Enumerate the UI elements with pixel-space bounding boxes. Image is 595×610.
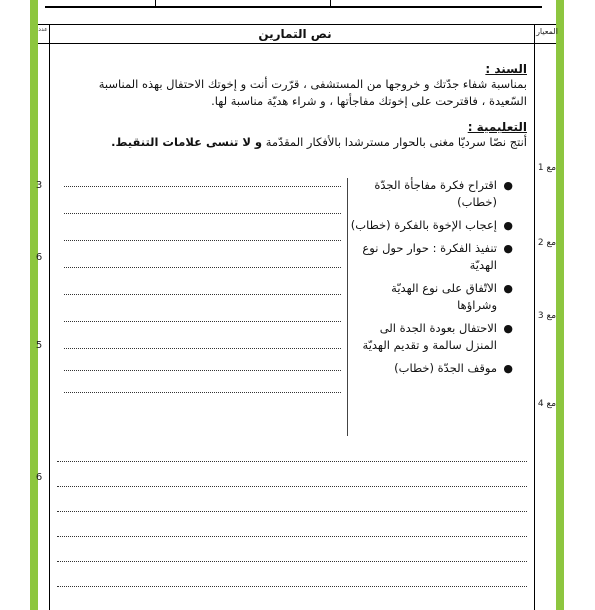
bullet-icon: ● — [503, 242, 513, 255]
writing-line[interactable] — [64, 267, 341, 268]
top-rule — [45, 6, 542, 8]
ideas-list — [350, 177, 515, 377]
score-value: 6 — [35, 472, 43, 483]
points-column-header: عدد — [38, 26, 48, 33]
bullet-icon: ● — [503, 219, 513, 232]
writing-line[interactable] — [64, 213, 341, 214]
idea-item: ● اقتراح فكرة مفاجأة الجدّة (خطاب) — [374, 178, 513, 209]
bullet-icon: ● — [503, 179, 513, 192]
header-bottom-rule — [38, 43, 556, 44]
writing-line[interactable] — [64, 186, 341, 187]
writing-line[interactable] — [57, 511, 527, 512]
right-green-border — [556, 0, 564, 610]
score-value: 6 — [35, 252, 43, 263]
criterion-label: مع 2 — [537, 238, 557, 248]
context-heading: السند : — [485, 62, 527, 76]
writing-line[interactable] — [64, 240, 341, 241]
writing-line[interactable] — [57, 561, 527, 562]
writing-line[interactable] — [57, 536, 527, 537]
idea-item: ● الاتّفاق على نوع الهديّة وشراؤها — [391, 281, 513, 312]
instruction-text-bold: و لا تنسى علامات التنقيط. — [111, 135, 263, 149]
instruction-text-plain: أنتج نصّا سرديّا مغنى بالحوار مسترشدا بالأفكار المقدّمة — [265, 135, 527, 149]
idea-item: ● موقف الجدّة (خطاب) — [394, 361, 513, 375]
idea-item: ● تنفيذ الفكرة : حوار حول نوع الهديّة — [362, 241, 513, 272]
score-value: 3 — [35, 180, 43, 191]
header-top-rule — [38, 24, 556, 25]
context-section — [72, 62, 527, 110]
instruction-heading: التعليمية : — [467, 120, 527, 134]
context-text: بمناسبة شفاء جدّتك و خروجها من المستشفى ، قرّرت أنت و إخوتك الاحتفال بهذه المناسبة السّعيدة ، فاقترحت على إخوتك مفاجأتها ، و شراء هديّة مناسبة لها. — [98, 77, 527, 108]
writing-line[interactable] — [57, 461, 527, 462]
ideas-list-container — [350, 177, 515, 383]
criterion-label: مع 1 — [537, 163, 557, 173]
writing-line[interactable] — [64, 392, 341, 393]
writing-line[interactable] — [64, 294, 341, 295]
bullet-icon: ● — [503, 362, 513, 375]
writing-line[interactable] — [64, 370, 341, 371]
top-divider-1 — [155, 0, 156, 8]
criterion-label: مع 4 — [537, 399, 557, 409]
bullet-icon: ● — [503, 322, 513, 335]
writing-line[interactable] — [57, 586, 527, 587]
idea-item: ● الاحتفال بعودة الجدة الى المنزل سالمة و تقديم الهديّة — [362, 321, 513, 352]
writing-line[interactable] — [64, 321, 341, 322]
criteria-column-rule — [534, 24, 535, 610]
page-title: نص التمارين — [258, 27, 332, 41]
instruction-section — [72, 120, 527, 151]
criteria-column-header: المعيار — [536, 27, 558, 36]
score-value: 5 — [35, 340, 43, 351]
idea-item: ● إعجاب الإخوة بالفكرة (خطاب) — [350, 218, 513, 232]
bullet-icon: ● — [503, 282, 513, 295]
top-divider-2 — [330, 0, 331, 8]
instruction-text — [72, 134, 527, 151]
criterion-label: مع 3 — [537, 311, 557, 321]
left-green-border — [30, 0, 38, 610]
points-column-rule — [49, 24, 50, 610]
writing-line[interactable] — [57, 486, 527, 487]
writing-line[interactable] — [64, 348, 341, 349]
ideas-separator — [347, 178, 348, 436]
